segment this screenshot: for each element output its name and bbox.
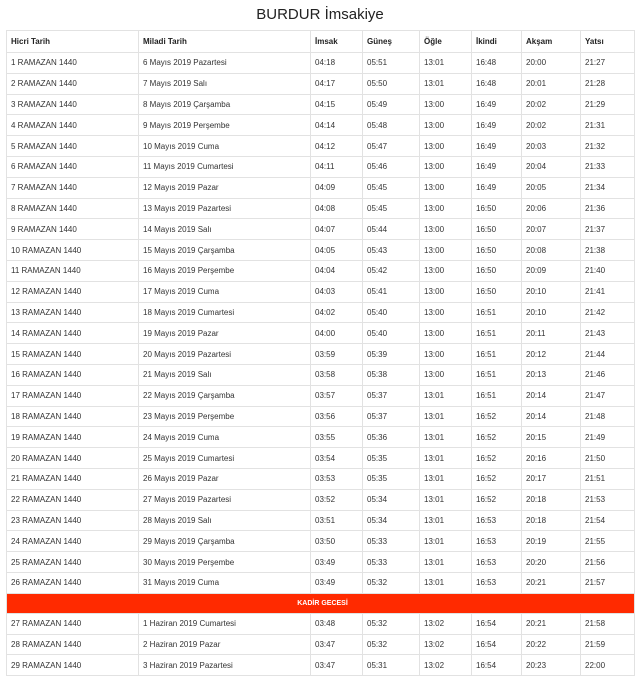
cell-miladi: 19 Mayıs 2019 Pazar — [139, 323, 311, 344]
cell-ogle: 13:01 — [420, 572, 472, 593]
cell-hicri: 18 RAMAZAN 1440 — [7, 406, 139, 427]
cell-ogle: 13:01 — [420, 531, 472, 552]
cell-miladi: 3 Haziran 2019 Pazartesi — [139, 655, 311, 676]
cell-aksam: 20:22 — [522, 634, 581, 655]
cell-imsak: 04:07 — [311, 219, 363, 240]
cell-miladi: 7 Mayıs 2019 Salı — [139, 73, 311, 94]
header-imsak: İmsak — [311, 31, 363, 53]
cell-hicri: 3 RAMAZAN 1440 — [7, 94, 139, 115]
cell-yatsi: 22:00 — [581, 655, 635, 676]
cell-aksam: 20:08 — [522, 240, 581, 261]
cell-miladi: 20 Mayıs 2019 Pazartesi — [139, 344, 311, 365]
kadir-gecesi-label: KADİR GECESİ — [7, 593, 635, 613]
table-row — [7, 323, 635, 344]
cell-gunes: 05:32 — [363, 572, 420, 593]
cell-miladi: 27 Mayıs 2019 Pazartesi — [139, 489, 311, 510]
cell-aksam: 20:19 — [522, 531, 581, 552]
cell-gunes: 05:43 — [363, 240, 420, 261]
cell-ikindi: 16:53 — [472, 552, 522, 573]
cell-aksam: 20:20 — [522, 552, 581, 573]
cell-yatsi: 21:50 — [581, 448, 635, 469]
cell-miladi: 2 Haziran 2019 Pazar — [139, 634, 311, 655]
cell-ogle: 13:02 — [420, 655, 472, 676]
cell-gunes: 05:32 — [363, 634, 420, 655]
cell-yatsi: 21:33 — [581, 156, 635, 177]
header-ogle: Öğle — [420, 31, 472, 53]
table-row — [7, 489, 635, 510]
cell-ogle: 13:02 — [420, 634, 472, 655]
cell-yatsi: 21:57 — [581, 572, 635, 593]
cell-hicri: 24 RAMAZAN 1440 — [7, 531, 139, 552]
cell-ogle: 13:01 — [420, 448, 472, 469]
cell-ikindi: 16:49 — [472, 94, 522, 115]
table-row — [7, 634, 635, 655]
cell-miladi: 22 Mayıs 2019 Çarşamba — [139, 385, 311, 406]
cell-hicri: 17 RAMAZAN 1440 — [7, 385, 139, 406]
cell-gunes: 05:48 — [363, 115, 420, 136]
cell-gunes: 05:44 — [363, 219, 420, 240]
cell-miladi: 31 Mayıs 2019 Cuma — [139, 572, 311, 593]
cell-aksam: 20:04 — [522, 156, 581, 177]
cell-imsak: 03:48 — [311, 613, 363, 634]
cell-yatsi: 21:41 — [581, 281, 635, 302]
cell-gunes: 05:31 — [363, 655, 420, 676]
cell-gunes: 05:33 — [363, 531, 420, 552]
cell-hicri: 14 RAMAZAN 1440 — [7, 323, 139, 344]
cell-ikindi: 16:50 — [472, 240, 522, 261]
page-title: BURDUR İmsakiye — [256, 6, 384, 23]
cell-miladi: 25 Mayıs 2019 Cumartesi — [139, 448, 311, 469]
cell-ikindi: 16:49 — [472, 177, 522, 198]
cell-miladi: 30 Mayıs 2019 Perşembe — [139, 552, 311, 573]
cell-miladi: 26 Mayıs 2019 Pazar — [139, 468, 311, 489]
cell-aksam: 20:06 — [522, 198, 581, 219]
table-body — [7, 53, 635, 676]
header-ikindi: İkindi — [472, 31, 522, 53]
cell-aksam: 20:02 — [522, 94, 581, 115]
cell-gunes: 05:35 — [363, 468, 420, 489]
header-row — [7, 31, 635, 53]
cell-miladi: 23 Mayıs 2019 Perşembe — [139, 406, 311, 427]
cell-yatsi: 21:47 — [581, 385, 635, 406]
cell-aksam: 20:14 — [522, 406, 581, 427]
cell-aksam: 20:12 — [522, 344, 581, 365]
table-row — [7, 385, 635, 406]
cell-ogle: 13:00 — [420, 198, 472, 219]
table-row — [7, 260, 635, 281]
cell-imsak: 03:49 — [311, 572, 363, 593]
cell-gunes: 05:40 — [363, 323, 420, 344]
header-yatsi: Yatsı — [581, 31, 635, 53]
cell-yatsi: 21:54 — [581, 510, 635, 531]
cell-ikindi: 16:48 — [472, 53, 522, 74]
table-row — [7, 198, 635, 219]
cell-ogle: 13:01 — [420, 552, 472, 573]
cell-aksam: 20:01 — [522, 73, 581, 94]
cell-hicri: 8 RAMAZAN 1440 — [7, 198, 139, 219]
cell-imsak: 03:56 — [311, 406, 363, 427]
cell-hicri: 10 RAMAZAN 1440 — [7, 240, 139, 261]
cell-aksam: 20:17 — [522, 468, 581, 489]
cell-gunes: 05:33 — [363, 552, 420, 573]
cell-gunes: 05:49 — [363, 94, 420, 115]
table-row — [7, 53, 635, 74]
cell-ikindi: 16:52 — [472, 489, 522, 510]
cell-yatsi: 21:31 — [581, 115, 635, 136]
cell-yatsi: 21:55 — [581, 531, 635, 552]
cell-ikindi: 16:48 — [472, 73, 522, 94]
cell-hicri: 15 RAMAZAN 1440 — [7, 344, 139, 365]
cell-ogle: 13:00 — [420, 240, 472, 261]
cell-hicri: 20 RAMAZAN 1440 — [7, 448, 139, 469]
cell-ogle: 13:00 — [420, 364, 472, 385]
cell-aksam: 20:16 — [522, 448, 581, 469]
table-row — [7, 406, 635, 427]
cell-gunes: 05:32 — [363, 613, 420, 634]
cell-imsak: 03:58 — [311, 364, 363, 385]
cell-imsak: 04:00 — [311, 323, 363, 344]
cell-miladi: 8 Mayıs 2019 Çarşamba — [139, 94, 311, 115]
cell-yatsi: 21:51 — [581, 468, 635, 489]
cell-ikindi: 16:51 — [472, 364, 522, 385]
cell-yatsi: 21:58 — [581, 613, 635, 634]
cell-yatsi: 21:27 — [581, 53, 635, 74]
cell-aksam: 20:21 — [522, 572, 581, 593]
cell-gunes: 05:37 — [363, 406, 420, 427]
cell-imsak: 04:12 — [311, 136, 363, 157]
cell-imsak: 03:59 — [311, 344, 363, 365]
cell-gunes: 05:39 — [363, 344, 420, 365]
cell-miladi: 18 Mayıs 2019 Cumartesi — [139, 302, 311, 323]
cell-hicri: 26 RAMAZAN 1440 — [7, 572, 139, 593]
cell-hicri: 27 RAMAZAN 1440 — [7, 613, 139, 634]
table-row — [7, 177, 635, 198]
cell-yatsi: 21:36 — [581, 198, 635, 219]
cell-aksam: 20:03 — [522, 136, 581, 157]
cell-ikindi: 16:49 — [472, 156, 522, 177]
cell-miladi: 24 Mayıs 2019 Cuma — [139, 427, 311, 448]
cell-hicri: 11 RAMAZAN 1440 — [7, 260, 139, 281]
table-row — [7, 572, 635, 593]
table-row — [7, 655, 635, 676]
cell-hicri: 21 RAMAZAN 1440 — [7, 468, 139, 489]
cell-ogle: 13:01 — [420, 427, 472, 448]
cell-ogle: 13:00 — [420, 302, 472, 323]
cell-aksam: 20:09 — [522, 260, 581, 281]
cell-aksam: 20:07 — [522, 219, 581, 240]
cell-imsak: 03:54 — [311, 448, 363, 469]
cell-ikindi: 16:52 — [472, 427, 522, 448]
cell-ikindi: 16:50 — [472, 219, 522, 240]
cell-miladi: 17 Mayıs 2019 Cuma — [139, 281, 311, 302]
cell-miladi: 29 Mayıs 2019 Çarşamba — [139, 531, 311, 552]
cell-ikindi: 16:50 — [472, 198, 522, 219]
cell-hicri: 4 RAMAZAN 1440 — [7, 115, 139, 136]
cell-ogle: 13:02 — [420, 613, 472, 634]
cell-hicri: 22 RAMAZAN 1440 — [7, 489, 139, 510]
cell-gunes: 05:51 — [363, 53, 420, 74]
cell-hicri: 16 RAMAZAN 1440 — [7, 364, 139, 385]
cell-gunes: 05:34 — [363, 489, 420, 510]
table-row — [7, 427, 635, 448]
cell-ogle: 13:01 — [420, 468, 472, 489]
cell-gunes: 05:42 — [363, 260, 420, 281]
kadir-gecesi-row — [7, 593, 635, 613]
cell-imsak: 03:53 — [311, 468, 363, 489]
cell-aksam: 20:21 — [522, 613, 581, 634]
cell-ogle: 13:01 — [420, 73, 472, 94]
cell-ikindi: 16:53 — [472, 572, 522, 593]
cell-imsak: 03:57 — [311, 385, 363, 406]
cell-aksam: 20:14 — [522, 385, 581, 406]
header-hicri: Hicri Tarih — [7, 31, 139, 53]
cell-hicri: 28 RAMAZAN 1440 — [7, 634, 139, 655]
cell-hicri: 12 RAMAZAN 1440 — [7, 281, 139, 302]
cell-ikindi: 16:52 — [472, 468, 522, 489]
cell-ikindi: 16:52 — [472, 448, 522, 469]
cell-hicri: 23 RAMAZAN 1440 — [7, 510, 139, 531]
cell-aksam: 20:00 — [522, 53, 581, 74]
cell-miladi: 11 Mayıs 2019 Cumartesi — [139, 156, 311, 177]
cell-aksam: 20:18 — [522, 510, 581, 531]
cell-imsak: 03:49 — [311, 552, 363, 573]
cell-imsak: 04:14 — [311, 115, 363, 136]
cell-imsak: 03:52 — [311, 489, 363, 510]
cell-imsak: 04:05 — [311, 240, 363, 261]
cell-miladi: 10 Mayıs 2019 Cuma — [139, 136, 311, 157]
cell-ogle: 13:00 — [420, 115, 472, 136]
cell-ogle: 13:00 — [420, 156, 472, 177]
cell-gunes: 05:41 — [363, 281, 420, 302]
cell-ikindi: 16:50 — [472, 281, 522, 302]
header-gunes: Güneş — [363, 31, 420, 53]
cell-ikindi: 16:49 — [472, 115, 522, 136]
cell-ogle: 13:00 — [420, 136, 472, 157]
cell-miladi: 14 Mayıs 2019 Salı — [139, 219, 311, 240]
table-row — [7, 552, 635, 573]
table-row — [7, 281, 635, 302]
cell-ogle: 13:01 — [420, 53, 472, 74]
cell-yatsi: 21:38 — [581, 240, 635, 261]
cell-yatsi: 21:48 — [581, 406, 635, 427]
cell-imsak: 03:55 — [311, 427, 363, 448]
cell-ogle: 13:01 — [420, 510, 472, 531]
cell-yatsi: 21:32 — [581, 136, 635, 157]
table-row — [7, 510, 635, 531]
cell-imsak: 04:18 — [311, 53, 363, 74]
cell-ogle: 13:00 — [420, 260, 472, 281]
cell-imsak: 04:09 — [311, 177, 363, 198]
cell-miladi: 13 Mayıs 2019 Pazartesi — [139, 198, 311, 219]
cell-ikindi: 16:51 — [472, 344, 522, 365]
table-row — [7, 468, 635, 489]
cell-hicri: 19 RAMAZAN 1440 — [7, 427, 139, 448]
cell-ikindi: 16:51 — [472, 323, 522, 344]
cell-yatsi: 21:42 — [581, 302, 635, 323]
cell-ogle: 13:01 — [420, 385, 472, 406]
cell-yatsi: 21:37 — [581, 219, 635, 240]
table-row — [7, 531, 635, 552]
cell-yatsi: 21:34 — [581, 177, 635, 198]
table-row — [7, 136, 635, 157]
cell-imsak: 04:17 — [311, 73, 363, 94]
cell-imsak: 04:03 — [311, 281, 363, 302]
cell-aksam: 20:13 — [522, 364, 581, 385]
cell-imsak: 03:51 — [311, 510, 363, 531]
cell-ogle: 13:00 — [420, 177, 472, 198]
cell-imsak: 04:15 — [311, 94, 363, 115]
cell-ogle: 13:01 — [420, 406, 472, 427]
cell-ikindi: 16:51 — [472, 385, 522, 406]
cell-yatsi: 21:53 — [581, 489, 635, 510]
cell-imsak: 04:08 — [311, 198, 363, 219]
cell-imsak: 03:50 — [311, 531, 363, 552]
cell-hicri: 6 RAMAZAN 1440 — [7, 156, 139, 177]
cell-aksam: 20:15 — [522, 427, 581, 448]
cell-aksam: 20:05 — [522, 177, 581, 198]
cell-hicri: 13 RAMAZAN 1440 — [7, 302, 139, 323]
cell-yatsi: 21:44 — [581, 344, 635, 365]
cell-ikindi: 16:54 — [472, 634, 522, 655]
table-row — [7, 219, 635, 240]
cell-ikindi: 16:53 — [472, 531, 522, 552]
cell-ikindi: 16:51 — [472, 302, 522, 323]
header-aksam: Akşam — [522, 31, 581, 53]
cell-yatsi: 21:46 — [581, 364, 635, 385]
cell-aksam: 20:10 — [522, 281, 581, 302]
cell-miladi: 12 Mayıs 2019 Pazar — [139, 177, 311, 198]
cell-ikindi: 16:52 — [472, 406, 522, 427]
cell-gunes: 05:35 — [363, 448, 420, 469]
cell-ogle: 13:00 — [420, 219, 472, 240]
table-row — [7, 115, 635, 136]
table-row — [7, 344, 635, 365]
cell-yatsi: 21:56 — [581, 552, 635, 573]
cell-ogle: 13:00 — [420, 323, 472, 344]
cell-hicri: 5 RAMAZAN 1440 — [7, 136, 139, 157]
cell-ogle: 13:00 — [420, 344, 472, 365]
cell-miladi: 6 Mayıs 2019 Pazartesi — [139, 53, 311, 74]
cell-aksam: 20:11 — [522, 323, 581, 344]
cell-yatsi: 21:43 — [581, 323, 635, 344]
cell-ikindi: 16:54 — [472, 655, 522, 676]
cell-imsak: 03:47 — [311, 634, 363, 655]
table-row — [7, 94, 635, 115]
cell-ikindi: 16:49 — [472, 136, 522, 157]
cell-gunes: 05:47 — [363, 136, 420, 157]
table-row — [7, 364, 635, 385]
table-row — [7, 302, 635, 323]
cell-miladi: 1 Haziran 2019 Cumartesi — [139, 613, 311, 634]
cell-gunes: 05:40 — [363, 302, 420, 323]
cell-hicri: 29 RAMAZAN 1440 — [7, 655, 139, 676]
cell-ikindi: 16:53 — [472, 510, 522, 531]
cell-yatsi: 21:49 — [581, 427, 635, 448]
cell-miladi: 15 Mayıs 2019 Çarşamba — [139, 240, 311, 261]
cell-gunes: 05:45 — [363, 198, 420, 219]
cell-hicri: 25 RAMAZAN 1440 — [7, 552, 139, 573]
cell-gunes: 05:36 — [363, 427, 420, 448]
table-row — [7, 613, 635, 634]
cell-yatsi: 21:28 — [581, 73, 635, 94]
cell-aksam: 20:02 — [522, 115, 581, 136]
table-row — [7, 448, 635, 469]
cell-gunes: 05:38 — [363, 364, 420, 385]
cell-miladi: 9 Mayıs 2019 Perşembe — [139, 115, 311, 136]
cell-miladi: 16 Mayıs 2019 Perşembe — [139, 260, 311, 281]
cell-gunes: 05:34 — [363, 510, 420, 531]
imsakiye-table — [6, 30, 635, 676]
cell-hicri: 7 RAMAZAN 1440 — [7, 177, 139, 198]
cell-aksam: 20:18 — [522, 489, 581, 510]
cell-ogle: 13:01 — [420, 489, 472, 510]
cell-imsak: 04:02 — [311, 302, 363, 323]
cell-ikindi: 16:54 — [472, 613, 522, 634]
cell-miladi: 21 Mayıs 2019 Salı — [139, 364, 311, 385]
cell-aksam: 20:10 — [522, 302, 581, 323]
table-row — [7, 240, 635, 261]
cell-gunes: 05:46 — [363, 156, 420, 177]
cell-gunes: 05:45 — [363, 177, 420, 198]
cell-ikindi: 16:50 — [472, 260, 522, 281]
header-miladi: Miladi Tarih — [139, 31, 311, 53]
cell-ogle: 13:00 — [420, 281, 472, 302]
table-header — [7, 31, 635, 53]
cell-imsak: 04:11 — [311, 156, 363, 177]
cell-imsak: 04:04 — [311, 260, 363, 281]
table-row — [7, 156, 635, 177]
cell-miladi: 28 Mayıs 2019 Salı — [139, 510, 311, 531]
cell-yatsi: 21:29 — [581, 94, 635, 115]
cell-aksam: 20:23 — [522, 655, 581, 676]
cell-yatsi: 21:40 — [581, 260, 635, 281]
cell-imsak: 03:47 — [311, 655, 363, 676]
cell-yatsi: 21:59 — [581, 634, 635, 655]
cell-hicri: 9 RAMAZAN 1440 — [7, 219, 139, 240]
cell-hicri: 2 RAMAZAN 1440 — [7, 73, 139, 94]
table-row — [7, 73, 635, 94]
cell-ogle: 13:00 — [420, 94, 472, 115]
cell-hicri: 1 RAMAZAN 1440 — [7, 53, 139, 74]
cell-gunes: 05:37 — [363, 385, 420, 406]
cell-gunes: 05:50 — [363, 73, 420, 94]
